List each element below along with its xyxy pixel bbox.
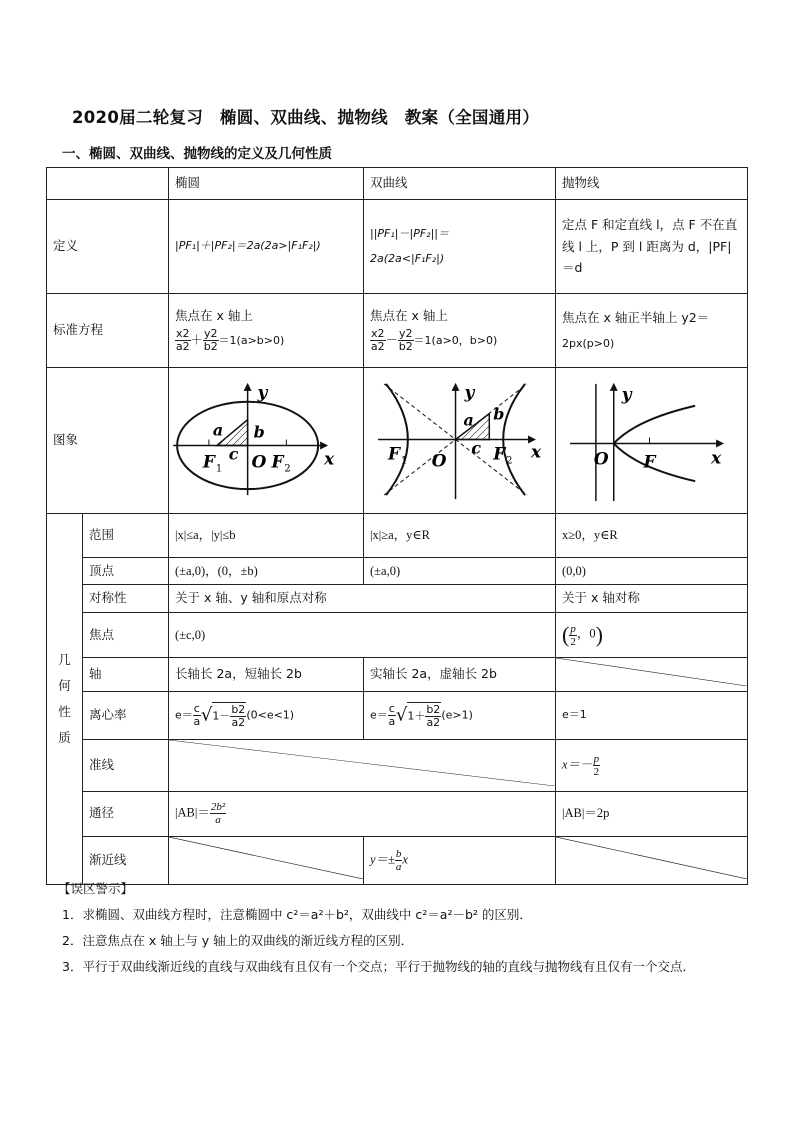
ecc-num: c [193,701,200,715]
definition-hyperbola-2: 2a(2a<|F₁F₂|) [370,251,445,265]
b-label: b [253,422,265,442]
x-label: x [324,448,335,469]
equation-parabola-line1: 焦点在 x 轴正半轴上 y2＝ [562,309,710,325]
directrix-den: 2 [593,765,600,778]
vertex-ellipse: (±a,0)，(0，±b) [169,558,364,585]
ellipse-diagram [169,368,363,513]
properties-table [46,167,748,885]
latus-row [47,791,748,836]
eq-tail: ＝1(a>b>0) [218,334,285,348]
f1-sub: 1 [400,455,408,467]
origin-label: O [593,448,609,469]
notes-heading: 【误区警示】 [58,881,134,896]
eq-frac-num: y2 [204,327,218,341]
sqrt-pre: 1－ [212,709,231,723]
axis-ellipse: 长轴长 2a，短轴长 2b [169,658,364,692]
diagonal-slash [556,837,747,879]
eq-tail: ＝1(a>0，b>0) [413,334,498,348]
range-hyperbola: |x|≥a，y∈R [364,514,556,558]
equation-row [47,294,748,368]
geometry-group-label [47,514,83,885]
parabola-figure [556,368,748,514]
latus-prefix: |AB|＝ [175,805,210,820]
diagonal-slash [556,658,747,686]
note-item: 1．求椭圆、双曲线方程时，注意椭圆中 c²＝a²＋b²，双曲线中 c²＝a²－b² 的区别． [62,907,532,922]
c-label: c [228,444,239,464]
c-label: c [471,438,482,458]
row-label-figure: 图象 [47,368,169,514]
header-row [47,168,748,200]
section-heading: 一、椭圆、双曲线、抛物线的定义及几何性质 [62,146,332,162]
note-item: 2．注意焦点在 x 轴上与 y 轴上的双曲线的渐近线方程的区别． [62,933,414,948]
equation-hyperbola: $\frac{x2}{a2}$ － $\frac{y2}{b2}$ ＝1(a>0，b>0) [370,327,498,354]
document-title: 2020届二轮复习 椭圆、双曲线、抛物线 教案（全国通用） [72,108,540,127]
axis-row [47,658,748,692]
y-arrow-icon [452,383,460,391]
b-label: b [493,404,505,424]
ecc-tail: (0<e<1) [246,708,295,722]
note-item: 3．平行于双曲线渐近线的直线与双曲线有且仅有一个交点；平行于抛物线的轴的直线与抛物线有且仅有一个交点． [62,959,695,974]
parabola-diagram [556,368,747,513]
ecc-den: a [388,714,396,728]
focus-frac-den: 2 [570,635,576,648]
focus-label: F [643,451,656,472]
header-parabola: 抛物线 [556,168,748,200]
x-label: x [711,447,722,468]
warning-notes [58,876,742,980]
geo-char: 几 [58,651,71,667]
equation-ellipse-line1: 焦点在 x 轴上 [175,307,253,323]
directrix-prefix: x＝－ [562,757,593,772]
ecc-den: a [193,714,201,728]
asym-den: a [395,860,402,873]
latus-ellipse-hyperbola [169,791,556,836]
y-label: y [257,381,268,402]
equation-ellipse: $\frac{x2}{a2}$ ＋ $\frac{y2}{b2}$ ＝1(a>b>0) [175,327,285,354]
directrix-row [47,739,748,791]
ecc-num: b2 [231,702,246,716]
range-row [47,514,748,558]
row-label-axis: 轴 [83,658,169,692]
ecc-tail: (e>1) [441,708,473,722]
symmetry-ellipse-hyperbola: 关于 x 轴、y 轴和原点对称 [169,585,556,613]
header-hyperbola: 双曲线 [364,168,556,200]
latus-num: 2b² [210,801,226,814]
focus-ellipse-hyperbola: (±c,0) [169,613,556,658]
origin-label: O [251,451,267,472]
asym-tail: x [402,852,408,867]
eq-frac-den: b2 [398,340,413,354]
axis-hyperbola: 实轴长 2a，虚轴长 2b [364,658,556,692]
ecc-den: a2 [231,715,246,729]
row-label-definition: 定义 [47,200,169,294]
f2-label: F [493,443,506,464]
f1-label: F [202,451,215,472]
header-ellipse: 椭圆 [169,168,364,200]
asym-prefix: y＝± [370,852,395,867]
range-ellipse: |x|≤a，|y|≤b [169,514,364,558]
symmetry-parabola: 关于 x 轴对称 [556,585,748,613]
eq-frac-den: a2 [370,340,385,354]
geo-char: 何 [58,677,71,693]
eq-frac-num: x2 [371,327,385,341]
e-prefix: e＝ [370,708,388,722]
directrix-empty [169,739,556,791]
x-label: x [531,441,542,462]
axis-parabola-empty [556,658,748,692]
vertex-row [47,558,748,585]
latus-den: a [215,814,221,827]
focus-tail: ，0 [576,626,596,641]
row-label-vertex: 顶点 [83,558,169,585]
f2-sub: 2 [506,455,513,467]
a-label: a [212,420,224,440]
hyperbola-figure [364,368,556,514]
row-label-eccentricity: 离心率 [83,691,169,739]
hyperbola-diagram [364,368,555,513]
focus-row [47,613,748,658]
ellipse-figure [169,368,364,514]
definition-hyperbola-1: ||PF₁|－|PF₂||＝ [370,226,449,240]
diagonal-slash [169,837,363,879]
asym-num: b [395,847,402,860]
row-label-equation: 标准方程 [47,294,169,368]
row-label-directrix: 准线 [83,739,169,791]
eq-frac-den: b2 [203,340,218,354]
definition-row [47,200,748,294]
ecc-den: a2 [426,715,441,729]
y-label: y [464,381,475,402]
row-label-range: 范围 [83,514,169,558]
ecc-num: c [388,701,395,715]
f1-label: F [387,443,400,464]
eccentricity-ellipse [169,691,364,739]
y-arrow-icon [610,383,618,391]
directrix-parabola [556,739,748,791]
focus-frac-num: p [570,622,576,635]
sqrt-icon: √ [200,704,213,726]
ecc-num: b2 [426,702,441,716]
eccentricity-parabola: e＝1 [556,691,748,739]
vertex-hyperbola: (±a,0) [364,558,556,585]
f2-label: F [271,451,284,472]
directrix-num: p [593,752,600,765]
geo-char: 性 [58,703,71,719]
y-label: y [621,383,632,404]
eq-frac-num: y2 [399,327,413,341]
focus-parabola: ( $\frac{p}{2}$ ，0) [556,613,748,658]
eccentricity-hyperbola [364,691,556,739]
vertex-parabola: (0,0) [556,558,748,585]
definition-ellipse: |PF₁|＋|PF₂|＝2a(2a>|F₁F₂|) [169,200,364,294]
eq-frac-num: x2 [176,327,190,341]
f1-sub: 1 [215,463,223,475]
origin-label: O [431,450,447,471]
figure-row [47,368,748,514]
geo-char: 质 [58,729,71,745]
eq-frac-den: a2 [175,340,190,354]
range-parabola: x≥0，y∈R [556,514,748,558]
row-label-focus: 焦点 [83,613,169,658]
definition-parabola: 定点 F 和定直线 l，点 F 不在直线 l 上，P 到 l 距离为 d，|PF|＝d [556,200,748,294]
f2-sub: 2 [284,463,291,475]
y-arrow-icon [244,383,252,391]
sqrt-pre: 1＋ [407,709,426,723]
equation-parabola-line2: 2px(p>0) [562,336,615,350]
e-prefix: e＝ [175,708,193,722]
diagonal-slash [169,740,555,786]
row-label-symmetry: 对称性 [83,585,169,613]
row-label-latus: 通径 [83,791,169,836]
symmetry-row [47,585,748,613]
eccentricity-row [47,691,748,739]
x-arrow-icon [716,440,724,448]
sqrt-icon: √ [395,704,408,726]
a-label: a [463,410,474,430]
latus-parabola: |AB|＝2p [556,791,748,836]
equation-hyperbola-line1: 焦点在 x 轴上 [370,307,448,323]
row-label-asymptote: 渐近线 [83,836,169,884]
